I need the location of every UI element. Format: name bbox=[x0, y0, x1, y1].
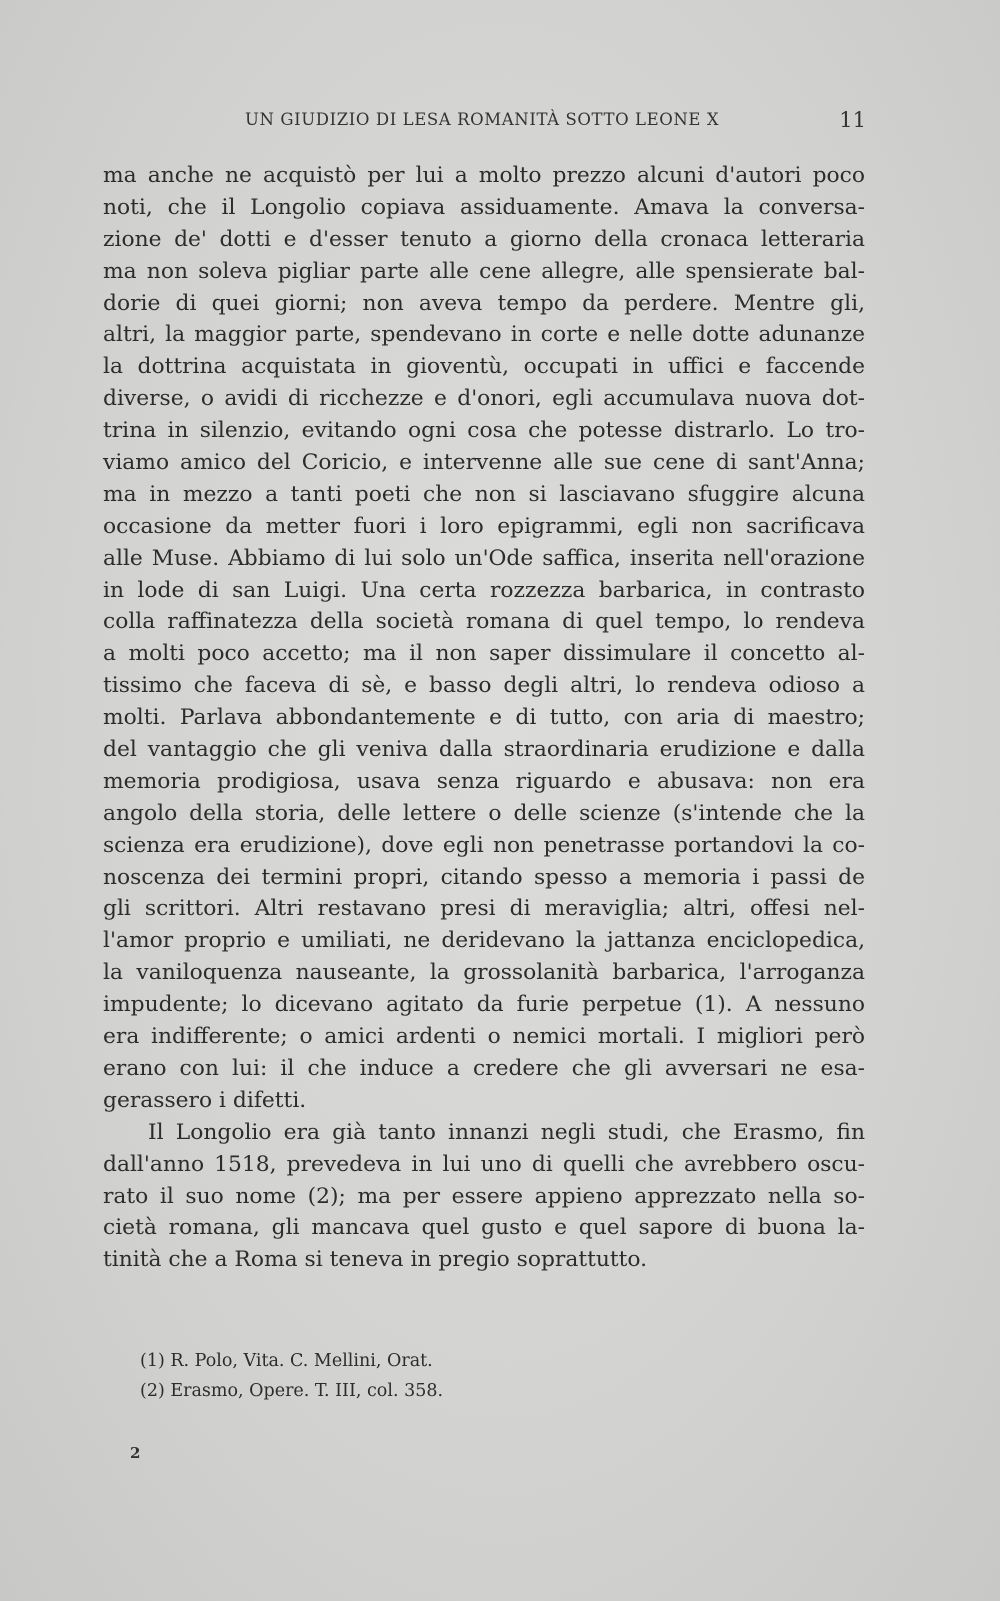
text-line: noscenza dei termini propri, citando spesso a memoria i passi de bbox=[103, 864, 865, 890]
text-line: l'amor proprio e umiliati, ne deridevano la jattanza enciclopedica, bbox=[103, 928, 865, 954]
text-line: viamo amico del Coricio, e intervenne alle sue cene di sant'Anna; bbox=[103, 450, 865, 476]
text-line: noti, che il Longolio copiava assiduamente. Amava la conversa- bbox=[103, 194, 865, 220]
text-line: del vantaggio che gli veniva dalla straordinaria erudizione e dalla bbox=[103, 737, 865, 763]
text-line: zione de' dotti e d'esser tenuto a giorno della cronaca letteraria bbox=[103, 226, 865, 252]
text-line: ma non soleva pigliar parte alle cene allegre, alle spensierate bal- bbox=[103, 258, 865, 284]
text-line: ma anche ne acquistò per lui a molto prezzo alcuni d'autori poco bbox=[103, 163, 865, 188]
text-line: gli scrittori. Altri restavano presi di meraviglia; altri, offesi nel- bbox=[103, 896, 865, 922]
text-line: in lode di san Luigi. Una certa rozzezza barbarica, in contrasto bbox=[103, 577, 865, 603]
text-line: trina in silenzio, evitando ogni cosa che potesse distrarlo. Lo tro- bbox=[103, 418, 865, 444]
text-line: molti. Parlava abbondantemente e di tutto, con aria di maestro; bbox=[103, 705, 865, 731]
running-title: UN GIUDIZIO DI LESA ROMANITÀ SOTTO LEONE X bbox=[245, 110, 720, 129]
text-line: erano con lui: il che induce a credere che gli avversari ne esa- bbox=[103, 1055, 865, 1081]
text-line: memoria prodigiosa, usava senza riguardo e abusava: non era bbox=[103, 768, 865, 794]
page-header bbox=[110, 108, 868, 138]
text-line: era indifferente; o amici ardenti o nemici mortali. I migliori però bbox=[103, 1024, 865, 1050]
text-line: tinità che a Roma si teneva in pregio soprattutto. bbox=[103, 1247, 648, 1273]
signature-mark: 2 bbox=[130, 1444, 141, 1462]
text-line: ma in mezzo a tanti poeti che non si lasciavano sfuggire alcuna bbox=[103, 481, 865, 507]
footnote-1: (1) R. Polo, Vita. C. Mellini, Orat. bbox=[140, 1351, 433, 1371]
footnotes bbox=[140, 1346, 740, 1406]
text-line: Il Longolio era già tanto innanzi negli studi, che Erasmo, fin bbox=[148, 1119, 865, 1145]
page-number: 11 bbox=[839, 108, 866, 132]
text-line: alle Muse. Abbiamo di lui solo un'Ode saffica, inserita nell'orazione bbox=[103, 545, 865, 571]
text-line: diverse, o avidi di ricchezze e d'onori, egli accumulava nuova dot- bbox=[103, 386, 865, 412]
text-line: dorie di quei giorni; non aveva tempo da perdere. Mentre gli, bbox=[103, 290, 865, 316]
footnote-2: (2) Erasmo, Opere. T. III, col. 358. bbox=[140, 1381, 444, 1401]
text-line: dall'anno 1518, prevedeva in lui uno di quelli che avrebbero oscu- bbox=[103, 1151, 865, 1177]
text-line: la dottrina acquistata in gioventù, occupati in uffici e faccende bbox=[103, 354, 865, 380]
text-line: scienza era erudizione), dove egli non penetrasse portandovi la co- bbox=[103, 832, 865, 858]
text-line: cietà romana, gli mancava quel gusto e quel sapore di buona la- bbox=[103, 1215, 865, 1241]
text-line: occasione da metter fuori i loro epigrammi, egli non sacrificava bbox=[103, 513, 865, 539]
text-line: rato il suo nome (2); ma per essere appieno apprezzato nella so- bbox=[103, 1183, 865, 1209]
text-line: altri, la maggior parte, spendevano in corte e nelle dotte adunanze bbox=[103, 322, 865, 348]
text-line: a molti poco accetto; ma il non saper dissimulare il concetto al- bbox=[103, 641, 865, 667]
text-line: angolo della storia, delle lettere o delle scienze (s'intende che la bbox=[103, 800, 865, 826]
text-line: impudente; lo dicevano agitato da furie perpetue (1). A nessuno bbox=[103, 992, 865, 1018]
text-line: tissimo che faceva di sè, e basso degli altri, lo rendeva odioso a bbox=[103, 673, 865, 699]
text-line: gerassero i difetti. bbox=[103, 1087, 307, 1113]
text-line: la vaniloquenza nauseante, la grossolanità barbarica, l'arroganza bbox=[103, 960, 865, 986]
body-text bbox=[103, 160, 865, 1276]
text-line: colla raffinatezza della società romana di quel tempo, lo rendeva bbox=[103, 609, 865, 635]
